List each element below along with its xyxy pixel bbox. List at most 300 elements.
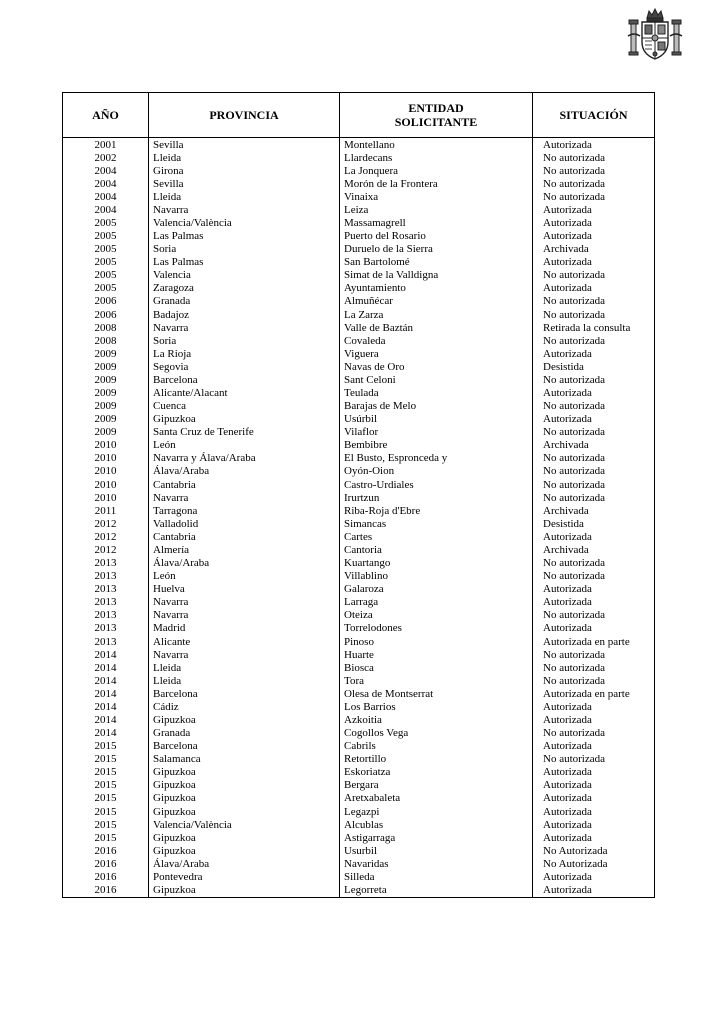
entity-cell: Galaroza xyxy=(340,583,533,596)
entity-cell: Barajas de Melo xyxy=(340,400,533,413)
year-cell: 2001 xyxy=(63,138,149,152)
year-cell: 2013 xyxy=(63,557,149,570)
table-row xyxy=(63,308,655,321)
year-cell: 2014 xyxy=(63,648,149,661)
year-cell: 2005 xyxy=(63,256,149,269)
status-cell: Desistida xyxy=(533,360,655,373)
entity-cell: Torrelodones xyxy=(340,622,533,635)
table-row xyxy=(63,269,655,282)
table-row xyxy=(63,295,655,308)
table-row xyxy=(63,543,655,556)
year-cell: 2014 xyxy=(63,700,149,713)
province-cell: Cantabria xyxy=(149,478,340,491)
status-cell: No autorizada xyxy=(533,400,655,413)
year-cell: 2013 xyxy=(63,622,149,635)
province-cell: Álava/Araba xyxy=(149,857,340,870)
header-entity-line1: ENTIDAD xyxy=(408,101,464,115)
entity-cell: Almuñécar xyxy=(340,295,533,308)
province-cell: Navarra xyxy=(149,648,340,661)
entity-cell: Tora xyxy=(340,674,533,687)
province-cell: Lleida xyxy=(149,190,340,203)
status-cell: Archivada xyxy=(533,243,655,256)
year-cell: 2009 xyxy=(63,426,149,439)
province-cell: Gipuzkoa xyxy=(149,805,340,818)
table-row xyxy=(63,700,655,713)
table-row xyxy=(63,609,655,622)
entity-cell: Larraga xyxy=(340,596,533,609)
province-cell: Barcelona xyxy=(149,687,340,700)
table-row xyxy=(63,596,655,609)
province-cell: Las Palmas xyxy=(149,230,340,243)
table-row xyxy=(63,530,655,543)
province-cell: León xyxy=(149,570,340,583)
header-entity xyxy=(340,93,533,138)
province-cell: Madrid xyxy=(149,622,340,635)
status-cell: Autorizada xyxy=(533,203,655,216)
status-cell: No autorizada xyxy=(533,295,655,308)
province-cell: Gipuzkoa xyxy=(149,766,340,779)
province-cell: Soria xyxy=(149,243,340,256)
year-cell: 2016 xyxy=(63,857,149,870)
province-cell: Valladolid xyxy=(149,517,340,530)
status-cell: No autorizada xyxy=(533,308,655,321)
status-cell: Archivada xyxy=(533,504,655,517)
year-cell: 2004 xyxy=(63,190,149,203)
table-row xyxy=(63,230,655,243)
entity-cell: Retortillo xyxy=(340,753,533,766)
year-cell: 2013 xyxy=(63,635,149,648)
province-cell: Soria xyxy=(149,334,340,347)
table-row xyxy=(63,753,655,766)
year-cell: 2009 xyxy=(63,386,149,399)
entity-cell: Cabrils xyxy=(340,740,533,753)
year-cell: 2013 xyxy=(63,596,149,609)
status-cell: Autorizada xyxy=(533,347,655,360)
table-row xyxy=(63,570,655,583)
status-cell: Autorizada xyxy=(533,870,655,883)
province-cell: Salamanca xyxy=(149,753,340,766)
province-cell: Navarra y Álava/Araba xyxy=(149,452,340,465)
table-row xyxy=(63,517,655,530)
entity-cell: Duruelo de la Sierra xyxy=(340,243,533,256)
year-cell: 2010 xyxy=(63,439,149,452)
year-cell: 2012 xyxy=(63,530,149,543)
entity-cell: Eskoriatza xyxy=(340,766,533,779)
status-cell: No autorizada xyxy=(533,491,655,504)
table-row xyxy=(63,216,655,229)
entity-cell: La Jonquera xyxy=(340,164,533,177)
status-cell: Autorizada xyxy=(533,831,655,844)
entity-cell: Olesa de Montserrat xyxy=(340,687,533,700)
year-cell: 2002 xyxy=(63,151,149,164)
province-cell: Alicante/Alacant xyxy=(149,386,340,399)
table-row xyxy=(63,413,655,426)
year-cell: 2006 xyxy=(63,295,149,308)
entity-cell: Sant Celoni xyxy=(340,373,533,386)
status-cell: Desistida xyxy=(533,517,655,530)
province-cell: Navarra xyxy=(149,491,340,504)
year-cell: 2014 xyxy=(63,674,149,687)
status-cell: No autorizada xyxy=(533,151,655,164)
table-row xyxy=(63,138,655,152)
status-cell: Autorizada xyxy=(533,413,655,426)
year-cell: 2012 xyxy=(63,543,149,556)
province-cell: Zaragoza xyxy=(149,282,340,295)
header-entity-line2: SOLICITANTE xyxy=(394,115,478,129)
year-cell: 2015 xyxy=(63,779,149,792)
status-cell: Autorizada xyxy=(533,779,655,792)
year-cell: 2015 xyxy=(63,805,149,818)
table-row xyxy=(63,818,655,831)
year-cell: 2016 xyxy=(63,870,149,883)
province-cell: Pontevedra xyxy=(149,870,340,883)
table-row xyxy=(63,177,655,190)
year-cell: 2005 xyxy=(63,243,149,256)
status-cell: Autorizada xyxy=(533,818,655,831)
year-cell: 2012 xyxy=(63,517,149,530)
entity-cell: Valle de Baztán xyxy=(340,321,533,334)
status-cell: Autorizada xyxy=(533,256,655,269)
year-cell: 2010 xyxy=(63,465,149,478)
table-row xyxy=(63,439,655,452)
table-row xyxy=(63,674,655,687)
year-cell: 2013 xyxy=(63,570,149,583)
header-year: AÑO xyxy=(63,93,149,138)
table-row xyxy=(63,151,655,164)
entity-cell: Irurtzun xyxy=(340,491,533,504)
province-cell: Barcelona xyxy=(149,740,340,753)
year-cell: 2010 xyxy=(63,491,149,504)
entity-cell: La Zarza xyxy=(340,308,533,321)
entity-cell: Massamagrell xyxy=(340,216,533,229)
entity-cell: Vinaixa xyxy=(340,190,533,203)
table-row xyxy=(63,360,655,373)
province-cell: Gipuzkoa xyxy=(149,831,340,844)
year-cell: 2004 xyxy=(63,203,149,216)
status-cell: No autorizada xyxy=(533,452,655,465)
entity-cell: Teulada xyxy=(340,386,533,399)
province-cell: Álava/Araba xyxy=(149,465,340,478)
table-row xyxy=(63,373,655,386)
status-cell: Autorizada xyxy=(533,766,655,779)
status-cell: Autorizada xyxy=(533,740,655,753)
table-row xyxy=(63,844,655,857)
status-cell: Autorizada en parte xyxy=(533,687,655,700)
province-cell: Las Palmas xyxy=(149,256,340,269)
entity-cell: Biosca xyxy=(340,661,533,674)
entity-cell: Ayuntamiento xyxy=(340,282,533,295)
entity-cell: Montellano xyxy=(340,138,533,152)
province-cell: Sevilla xyxy=(149,138,340,152)
province-cell: Segovia xyxy=(149,360,340,373)
table-row xyxy=(63,491,655,504)
status-cell: Autorizada xyxy=(533,282,655,295)
province-cell: Granada xyxy=(149,295,340,308)
table-row xyxy=(63,792,655,805)
status-cell: No Autorizada xyxy=(533,857,655,870)
status-cell: No autorizada xyxy=(533,661,655,674)
province-cell: Sevilla xyxy=(149,177,340,190)
entity-cell: Morón de la Frontera xyxy=(340,177,533,190)
province-cell: Gipuzkoa xyxy=(149,713,340,726)
entity-cell: Simancas xyxy=(340,517,533,530)
year-cell: 2008 xyxy=(63,334,149,347)
table-row xyxy=(63,870,655,883)
year-cell: 2010 xyxy=(63,452,149,465)
year-cell: 2005 xyxy=(63,230,149,243)
status-cell: Archivada xyxy=(533,543,655,556)
table-row xyxy=(63,713,655,726)
status-cell: Autorizada xyxy=(533,138,655,152)
province-cell: Huelva xyxy=(149,583,340,596)
table-body xyxy=(63,138,655,898)
table-row xyxy=(63,504,655,517)
status-cell: Autorizada en parte xyxy=(533,635,655,648)
province-cell: Gipuzkoa xyxy=(149,779,340,792)
province-cell: Navarra xyxy=(149,203,340,216)
table-row xyxy=(63,386,655,399)
header-status: SITUACIÓN xyxy=(533,93,655,138)
status-cell: No autorizada xyxy=(533,334,655,347)
province-cell: Navarra xyxy=(149,609,340,622)
entity-cell: Vilaflor xyxy=(340,426,533,439)
entity-cell: Bembibre xyxy=(340,439,533,452)
year-cell: 2016 xyxy=(63,883,149,897)
table-row xyxy=(63,831,655,844)
status-cell: Autorizada xyxy=(533,583,655,596)
status-cell: No autorizada xyxy=(533,674,655,687)
status-cell: No autorizada xyxy=(533,753,655,766)
entity-cell: Puerto del Rosario xyxy=(340,230,533,243)
table-row xyxy=(63,635,655,648)
entity-cell: Navas de Oro xyxy=(340,360,533,373)
table-row xyxy=(63,164,655,177)
province-cell: Gipuzkoa xyxy=(149,792,340,805)
entity-cell: Kuartango xyxy=(340,557,533,570)
year-cell: 2009 xyxy=(63,400,149,413)
table-row xyxy=(63,334,655,347)
province-cell: Valencia xyxy=(149,269,340,282)
province-cell: Cádiz xyxy=(149,700,340,713)
entity-cell: Los Barrios xyxy=(340,700,533,713)
table-row xyxy=(63,583,655,596)
status-cell: No autorizada xyxy=(533,727,655,740)
province-cell: Navarra xyxy=(149,321,340,334)
province-cell: Tarragona xyxy=(149,504,340,517)
table-row xyxy=(63,687,655,700)
year-cell: 2015 xyxy=(63,792,149,805)
status-cell: No autorizada xyxy=(533,269,655,282)
status-cell: Autorizada xyxy=(533,386,655,399)
province-cell: Badajoz xyxy=(149,308,340,321)
entity-cell: Castro-Urdiales xyxy=(340,478,533,491)
table-row xyxy=(63,203,655,216)
province-cell: Lleida xyxy=(149,674,340,687)
status-cell: Retirada la consulta xyxy=(533,321,655,334)
table-row xyxy=(63,478,655,491)
year-cell: 2015 xyxy=(63,740,149,753)
table-row xyxy=(63,465,655,478)
province-cell: Santa Cruz de Tenerife xyxy=(149,426,340,439)
table-row xyxy=(63,452,655,465)
entity-cell: Riba-Roja d'Ebre xyxy=(340,504,533,517)
status-cell: No autorizada xyxy=(533,190,655,203)
entity-cell: El Busto, Espronceda y xyxy=(340,452,533,465)
entity-cell: Alcublas xyxy=(340,818,533,831)
entity-cell: Legazpi xyxy=(340,805,533,818)
year-cell: 2014 xyxy=(63,661,149,674)
year-cell: 2004 xyxy=(63,164,149,177)
year-cell: 2009 xyxy=(63,373,149,386)
province-cell: La Rioja xyxy=(149,347,340,360)
status-cell: No autorizada xyxy=(533,609,655,622)
status-cell: No autorizada xyxy=(533,373,655,386)
year-cell: 2005 xyxy=(63,282,149,295)
table-row xyxy=(63,243,655,256)
entity-cell: Llardecans xyxy=(340,151,533,164)
coat-of-arms-icon xyxy=(626,6,684,64)
status-cell: Autorizada xyxy=(533,216,655,229)
province-cell: Valencia/València xyxy=(149,216,340,229)
year-cell: 2009 xyxy=(63,360,149,373)
table-row xyxy=(63,557,655,570)
year-cell: 2010 xyxy=(63,478,149,491)
table-row xyxy=(63,190,655,203)
table-row xyxy=(63,426,655,439)
status-cell: Autorizada xyxy=(533,700,655,713)
year-cell: 2016 xyxy=(63,844,149,857)
province-cell: Álava/Araba xyxy=(149,557,340,570)
entity-cell: Covaleda xyxy=(340,334,533,347)
year-cell: 2009 xyxy=(63,347,149,360)
province-cell: Valencia/València xyxy=(149,818,340,831)
year-cell: 2008 xyxy=(63,321,149,334)
table-row xyxy=(63,321,655,334)
status-cell: No autorizada xyxy=(533,648,655,661)
entity-cell: Cantoria xyxy=(340,543,533,556)
year-cell: 2013 xyxy=(63,609,149,622)
status-cell: No autorizada xyxy=(533,177,655,190)
year-cell: 2015 xyxy=(63,818,149,831)
status-cell: Autorizada xyxy=(533,883,655,897)
status-cell: No autorizada xyxy=(533,478,655,491)
entity-cell: Viguera xyxy=(340,347,533,360)
consultations-table xyxy=(62,92,655,898)
table-row xyxy=(63,857,655,870)
province-cell: Barcelona xyxy=(149,373,340,386)
entity-cell: Simat de la Valldigna xyxy=(340,269,533,282)
year-cell: 2015 xyxy=(63,831,149,844)
entity-cell: Huarte xyxy=(340,648,533,661)
province-cell: Gipuzkoa xyxy=(149,844,340,857)
entity-cell: Oteiza xyxy=(340,609,533,622)
year-cell: 2014 xyxy=(63,727,149,740)
province-cell: Gipuzkoa xyxy=(149,883,340,897)
entity-cell: Leiza xyxy=(340,203,533,216)
entity-cell: Usurbil xyxy=(340,844,533,857)
status-cell: No autorizada xyxy=(533,570,655,583)
entity-cell: Silleda xyxy=(340,870,533,883)
entity-cell: Astigarraga xyxy=(340,831,533,844)
entity-cell: Oyón-Oion xyxy=(340,465,533,478)
table-row xyxy=(63,622,655,635)
status-cell: Archivada xyxy=(533,439,655,452)
table-row xyxy=(63,779,655,792)
year-cell: 2015 xyxy=(63,766,149,779)
entity-cell: Villablino xyxy=(340,570,533,583)
table-row xyxy=(63,805,655,818)
province-cell: Cuenca xyxy=(149,400,340,413)
year-cell: 2006 xyxy=(63,308,149,321)
province-cell: Alicante xyxy=(149,635,340,648)
table-row xyxy=(63,740,655,753)
year-cell: 2015 xyxy=(63,753,149,766)
year-cell: 2005 xyxy=(63,216,149,229)
province-cell: Girona xyxy=(149,164,340,177)
year-cell: 2005 xyxy=(63,269,149,282)
status-cell: No autorizada xyxy=(533,426,655,439)
entity-cell: Pinoso xyxy=(340,635,533,648)
table-row xyxy=(63,256,655,269)
year-cell: 2009 xyxy=(63,413,149,426)
table-header-row xyxy=(63,93,655,138)
entity-cell: Bergara xyxy=(340,779,533,792)
province-cell: Gipuzkoa xyxy=(149,413,340,426)
status-cell: No autorizada xyxy=(533,557,655,570)
status-cell: Autorizada xyxy=(533,230,655,243)
status-cell: Autorizada xyxy=(533,530,655,543)
year-cell: 2014 xyxy=(63,687,149,700)
status-cell: Autorizada xyxy=(533,622,655,635)
table-row xyxy=(63,766,655,779)
entity-cell: Azkoitia xyxy=(340,713,533,726)
table-row xyxy=(63,400,655,413)
year-cell: 2014 xyxy=(63,713,149,726)
status-cell: No autorizada xyxy=(533,465,655,478)
table-row xyxy=(63,661,655,674)
status-cell: No Autorizada xyxy=(533,844,655,857)
status-cell: Autorizada xyxy=(533,713,655,726)
table-row xyxy=(63,347,655,360)
year-cell: 2004 xyxy=(63,177,149,190)
status-cell: Autorizada xyxy=(533,805,655,818)
province-cell: Almería xyxy=(149,543,340,556)
province-cell: Lleida xyxy=(149,661,340,674)
status-cell: No autorizada xyxy=(533,164,655,177)
entity-cell: Cogollos Vega xyxy=(340,727,533,740)
entity-cell: Legorreta xyxy=(340,883,533,897)
header-province: PROVINCIA xyxy=(149,93,340,138)
year-cell: 2011 xyxy=(63,504,149,517)
year-cell: 2013 xyxy=(63,583,149,596)
province-cell: Lleida xyxy=(149,151,340,164)
entity-cell: Usúrbil xyxy=(340,413,533,426)
province-cell: Navarra xyxy=(149,596,340,609)
status-cell: Autorizada xyxy=(533,792,655,805)
province-cell: León xyxy=(149,439,340,452)
entity-cell: San Bartolomé xyxy=(340,256,533,269)
status-cell: Autorizada xyxy=(533,596,655,609)
entity-cell: Navaridas xyxy=(340,857,533,870)
table-row xyxy=(63,282,655,295)
entity-cell: Aretxabaleta xyxy=(340,792,533,805)
table-row xyxy=(63,883,655,897)
province-cell: Cantabria xyxy=(149,530,340,543)
table-row xyxy=(63,648,655,661)
province-cell: Granada xyxy=(149,727,340,740)
entity-cell: Cartes xyxy=(340,530,533,543)
table-row xyxy=(63,727,655,740)
